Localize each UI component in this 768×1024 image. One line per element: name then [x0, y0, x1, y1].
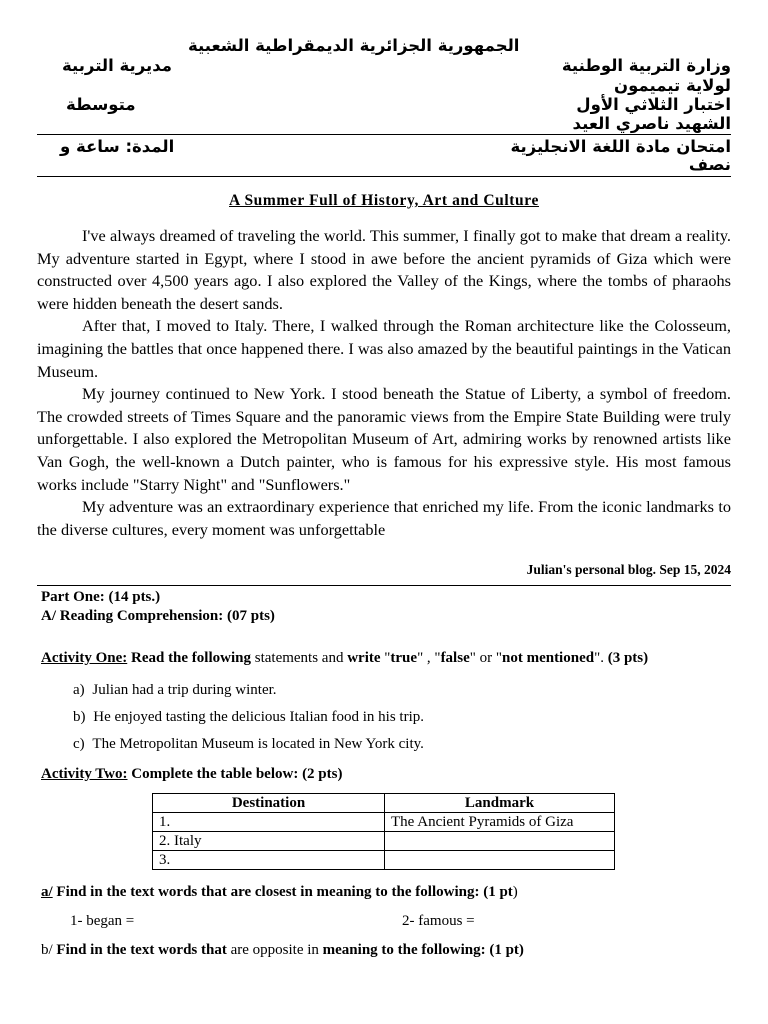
table-row: [153, 851, 615, 870]
header-school-type: متوسطة: [66, 95, 136, 114]
vocab-a-instruction: [41, 884, 518, 901]
table-header-row: [153, 794, 615, 813]
header-exam-term: اختبار الثلاثي الأول: [576, 95, 731, 114]
activity-one-label: Activity One:: [41, 650, 128, 666]
instruction-text: (3 pts): [607, 650, 649, 666]
instruction-text: ": [380, 650, 391, 666]
statement-marker: c): [73, 736, 85, 752]
header-exam-subject: امتحان مادة اللغة الانجليزية: [510, 137, 731, 156]
instruction-text: Read the following: [130, 650, 251, 666]
header-directorate: مديرية التربية: [62, 56, 172, 75]
statement-item: [73, 736, 424, 753]
table-row: [153, 832, 615, 851]
header-exam-subject-continued: نصف: [688, 155, 731, 174]
header-ministry: وزارة التربية الوطنية: [561, 56, 731, 75]
table-cell-blank[interactable]: [385, 851, 615, 870]
activity-two-label: Activity Two:: [41, 766, 128, 782]
passage-divider: [37, 585, 731, 586]
instruction-text: are opposite in: [226, 942, 323, 958]
passage-source: Julian's personal blog. Sep 15, 2024: [526, 562, 731, 577]
instruction-text: " , ": [417, 650, 441, 666]
vocab-a-item-began[interactable]: 1- began =: [70, 913, 135, 929]
instruction-text: true: [390, 650, 418, 666]
instruction-text: ): [512, 884, 518, 900]
passage-paragraph: My adventure was an extraordinary experience that enriched my life. From the iconic landmarks to the diverse cultures, every moment was unforgettable: [37, 497, 731, 539]
header-school-name: الشهيد ناصري العيد: [572, 114, 731, 133]
instruction-text: meaning to the following: (1 pt): [322, 942, 524, 958]
table-cell: 2. Italy: [153, 832, 385, 851]
instruction-text: false: [440, 650, 470, 666]
instruction-text: write: [347, 650, 381, 666]
table-cell[interactable]: The Ancient Pyramids of Giza: [385, 813, 615, 832]
passage-paragraph: I've always dreamed of traveling the world. This summer, I finally got to make that dream a reality. My adventure started in Egypt, where I stood in awe before the ancient pyramids of Giza which were constructed over 4,500 years ago. I also explored the Valley of the Kings, where the tombs of pharaohs were hidden beneath the desert sands.: [37, 226, 731, 313]
table-cell-blank[interactable]: [385, 832, 615, 851]
statement-text: Julian had a trip during winter.: [92, 682, 277, 698]
instruction-text: not mentioned: [501, 650, 595, 666]
vocab-b-prefix: b/: [41, 942, 57, 958]
table-row: [153, 813, 615, 832]
statement-marker: b): [73, 709, 86, 725]
statement-text: He enjoyed tasting the delicious Italian food in his trip.: [93, 709, 425, 725]
statement-marker: a): [73, 682, 85, 698]
column-header: Landmark: [385, 794, 615, 813]
instruction-text: " or ": [469, 650, 502, 666]
instruction-text: Complete the table below: (2 pts): [127, 766, 343, 782]
activity-two-instruction: [41, 766, 342, 783]
header-wilaya: لولاية تيميمون: [614, 76, 731, 95]
header-republic: الجمهورية الجزائرية الديمقراطية الشعبية: [188, 36, 520, 55]
destination-landmark-table: [152, 793, 615, 870]
passage-paragraph: My journey continued to New York. I stood beneath the Statue of Liberty, a symbol of freedom. The crowded streets of Times Square and the panoramic views from the Empire State Building were truly unforgettable. I also explored the Metropolitan Museum of Art, admiring works by renowned artists like Van Gogh, the well-known a Dutch painter, who is famous for his expressive style. His most famous works include "Starry Night" and "Sunflowers.": [37, 384, 731, 494]
statement-item: [73, 682, 277, 699]
vocab-a-prefix: a/: [41, 884, 53, 900]
table-cell: 1.: [153, 813, 385, 832]
passage-text: [37, 225, 731, 541]
vocab-a-item-famous[interactable]: 2- famous =: [402, 913, 475, 929]
header-divider-top: [37, 134, 731, 135]
vocab-b-instruction: [41, 942, 524, 959]
table-cell[interactable]: 3.: [153, 851, 385, 870]
statement-text: The Metropolitan Museum is located in New York city.: [92, 736, 424, 752]
instruction-text: statements and: [250, 650, 348, 666]
instruction-text: Find in the text words that: [56, 942, 227, 958]
statement-item: [73, 709, 424, 726]
passage-title: A Summer Full of History, Art and Culture: [229, 192, 539, 209]
column-header: Destination: [153, 794, 385, 813]
header-divider-bottom: [37, 176, 731, 177]
passage-paragraph: After that, I moved to Italy. There, I walked through the Roman architecture like the Colosseum, imagining the battles that once happened there. I was also amazed by the beautiful paintings in the Vatican Museum.: [37, 316, 731, 381]
instruction-text: ".: [594, 650, 608, 666]
reading-comprehension-heading: A/ Reading Comprehension: (07 pts): [41, 608, 275, 624]
header-duration: المدة: ساعة و: [60, 137, 175, 156]
part-one-heading: Part One: (14 pts.): [41, 589, 161, 605]
activity-one-instruction: [41, 650, 648, 667]
instruction-text: Find in the text words that are closest in meaning to the following: (1 pt: [52, 884, 513, 900]
